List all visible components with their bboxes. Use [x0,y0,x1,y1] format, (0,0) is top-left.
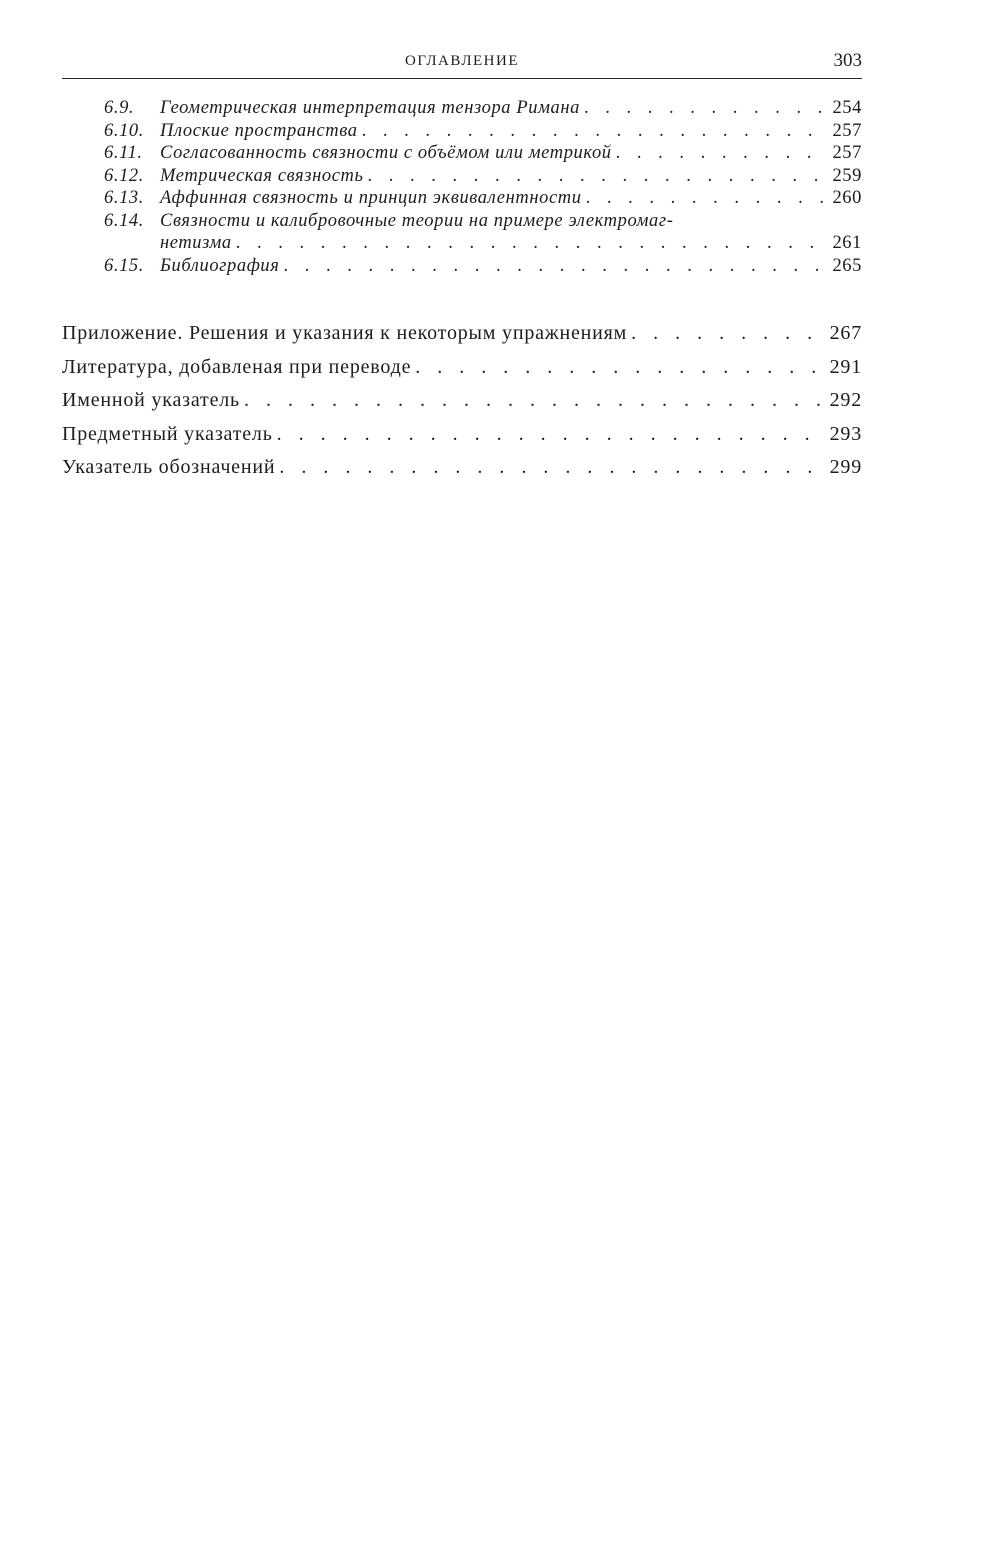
section-page: 261 [832,233,862,253]
header-title: ОГЛАВЛЕНИЕ [405,53,519,69]
appendix-page: 292 [829,389,862,411]
toc-entry-appendix [62,384,862,418]
section-title: Плоские пространства [160,120,358,141]
section-number: 6.12. [104,165,144,186]
dot-leader [367,165,828,188]
section-number: 6.13. [104,188,144,208]
toc-entry [62,120,862,143]
section-title-continuation: нетизма [160,233,232,253]
running-header [62,48,862,79]
section-page: 254 [832,98,862,118]
appendix-page: 291 [829,355,862,378]
toc-entry-continuation [62,232,862,255]
section-page: 257 [832,143,862,163]
appendix-title: Предметный указатель [62,422,273,445]
dot-leader [616,142,829,165]
dot-leader [279,451,825,485]
toc-entry-appendix [62,351,862,385]
section-title: Библиография [160,255,280,276]
section-title: Аффинная связность и принцип эквивалентности [160,188,582,208]
appendix-title: Указатель обозначений [62,456,276,478]
dot-leader [244,384,826,418]
toc-entry-appendix [62,418,862,452]
section-list [62,97,862,277]
dot-leader [631,317,826,351]
toc-entry [62,187,862,210]
dot-leader [236,232,829,255]
toc-entry [62,255,862,278]
toc-entry [62,142,862,165]
appendix-page: 267 [829,322,862,344]
section-title: Метрическая связность [160,165,364,186]
appendix-title: Приложение. Решения и указания к некоторым упражнениям [62,322,628,344]
section-page: 265 [832,255,862,276]
section-title: Связности и калибровочные теории на примере электромаг- [160,210,674,231]
section-page: 260 [832,188,862,208]
header-page-number: 303 [833,50,862,71]
dot-leader [415,351,825,385]
dot-leader [584,97,828,120]
dot-leader [586,187,829,210]
dot-leader [277,418,826,452]
toc-entry [62,165,862,188]
section-title: Геометрическая интерпретация тензора Римана [160,98,580,118]
section-number: 6.9. [104,98,135,118]
appendix-title: Именной указатель [62,389,240,411]
appendix-title: Литература, добавленая при переводе [62,355,412,378]
section-number: 6.15. [104,255,144,276]
toc-page [62,48,862,485]
appendix-page: 299 [829,456,862,478]
appendix-list [62,317,862,485]
section-page: 257 [832,120,862,141]
section-title: Согласованность связности с объёмом или метрикой [160,143,612,163]
toc-entry [62,97,862,120]
appendix-page: 293 [829,422,862,445]
dot-leader [283,255,828,278]
section-number: 6.10. [104,120,144,141]
section-number: 6.14. [104,210,144,231]
toc-entry-appendix [62,317,862,351]
toc-entry [62,210,862,233]
toc-entry-appendix [62,451,862,485]
section-number: 6.11. [104,143,143,163]
section-page: 259 [832,165,862,186]
dot-leader [362,120,829,143]
